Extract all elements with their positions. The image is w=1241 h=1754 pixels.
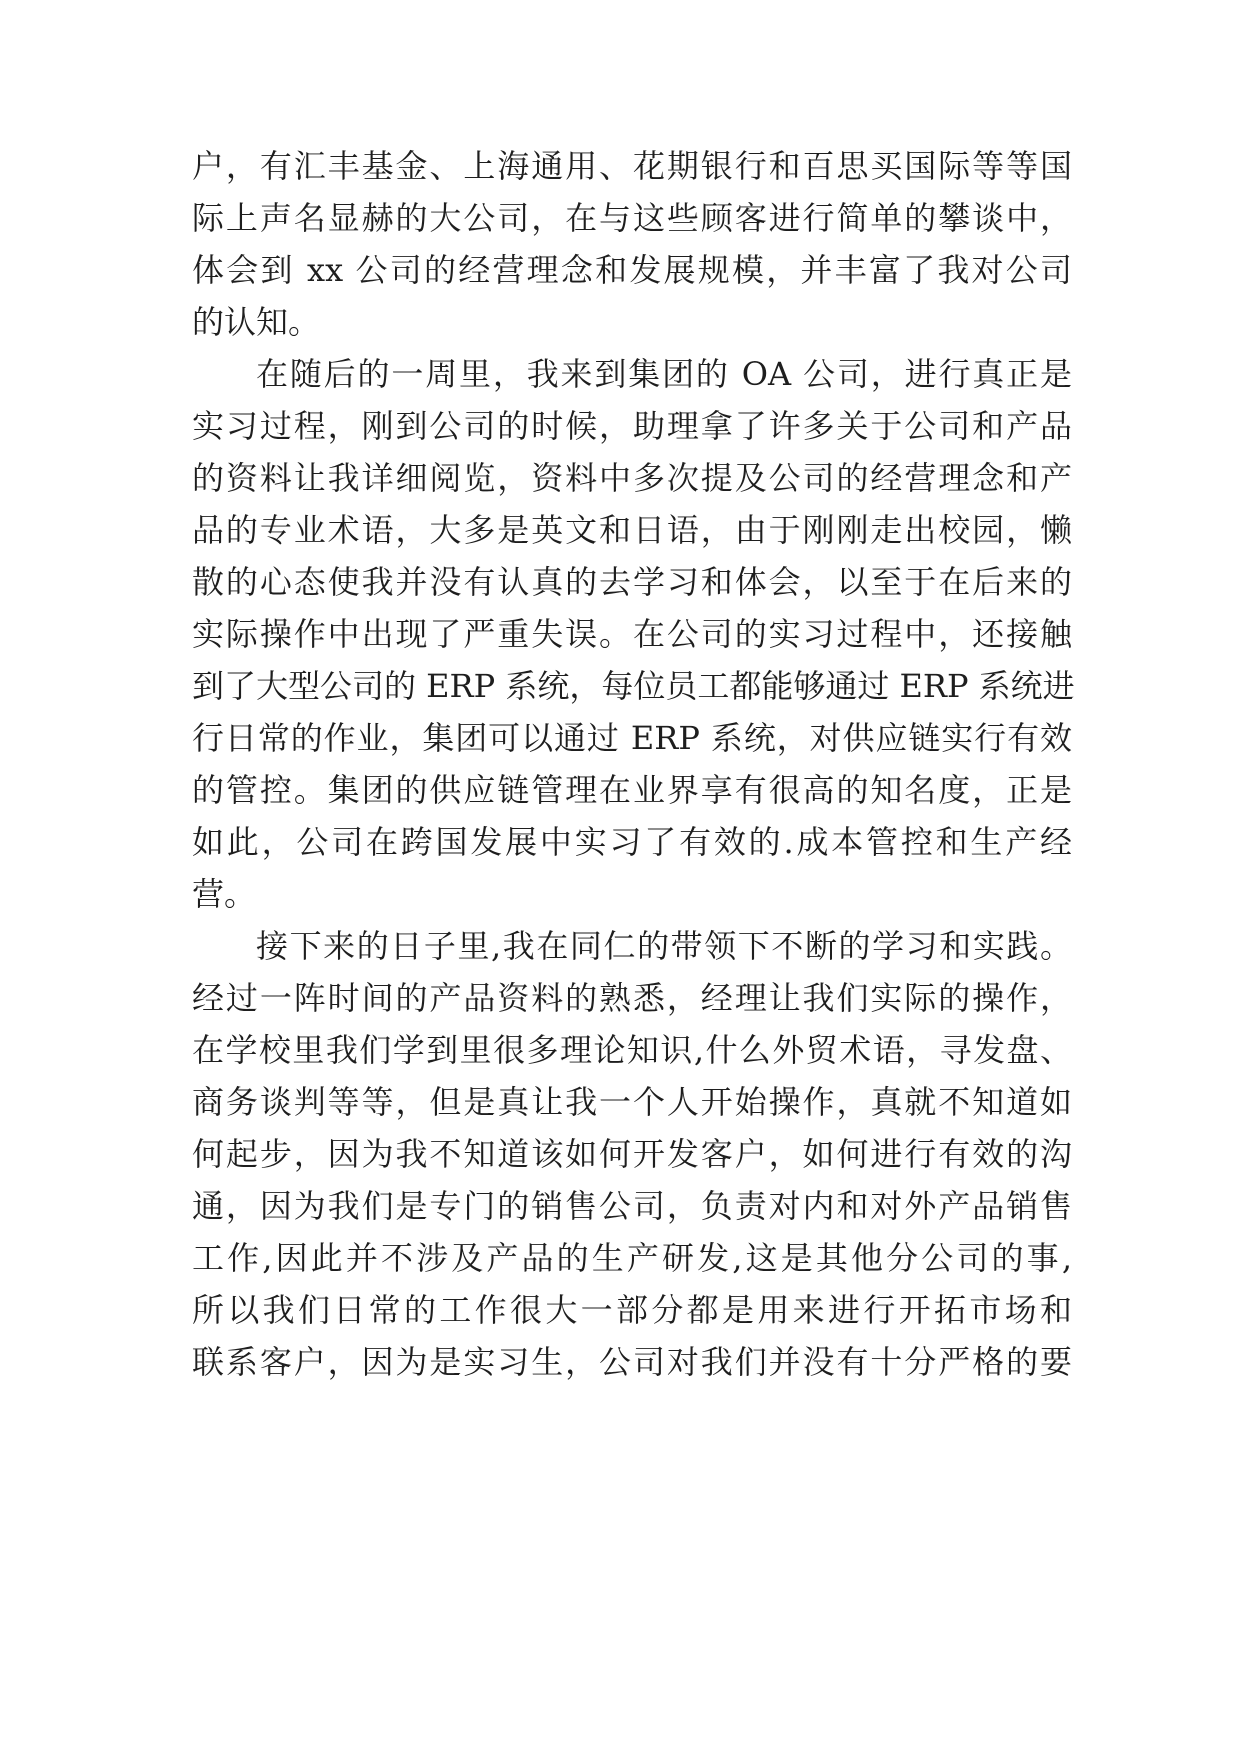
text-line: 到了大型公司的 ERP 系统，每位员工都能够通过 ERP 系统进 xyxy=(192,667,1075,705)
text-line: 如此，公司在跨国发展中实习了有效的.成本管控和生产经 xyxy=(192,823,1072,861)
text-line: 行日常的作业，集团可以通过 ERP 系统，对供应链实行有效 xyxy=(192,719,1072,757)
text-line: 商务谈判等等，但是真让我一个人开始操作，真就不知道如 xyxy=(192,1083,1072,1121)
text-line: 体会到 xx 公司的经营理念和发展规模，并丰富了我对公司 xyxy=(192,251,1072,289)
text-line: 实习过程，刚到公司的时候，助理拿了许多关于公司和产品 xyxy=(192,407,1072,445)
text-line: 所以我们日常的工作很大一部分都是用来进行开拓市场和 xyxy=(192,1291,1072,1329)
text-line: 实际操作中出现了严重失误。在公司的实习过程中，还接触 xyxy=(192,615,1072,653)
text-line: 户，有汇丰基金、上海通用、花期银行和百思买国际等等国 xyxy=(192,147,1072,185)
text-line: 品的专业术语，大多是英文和日语，由于刚刚走出校园，懒 xyxy=(192,511,1072,549)
text-line: 营。 xyxy=(192,875,257,913)
text-line: 的管控。集团的供应链管理在业界享有很高的知名度，正是 xyxy=(192,771,1072,809)
text-line: 接下来的日子里,我在同仁的带领下不断的学习和实践。 xyxy=(256,927,1072,965)
text-line: 在随后的一周里，我来到集团的 OA 公司，进行真正是 xyxy=(256,355,1072,393)
text-line: 联系客户，因为是实习生，公司对我们并没有十分严格的要 xyxy=(192,1343,1072,1381)
text-line: 的认知。 xyxy=(192,303,321,341)
text-line: 工作,因此并不涉及产品的生产研发,这是其他分公司的事, xyxy=(192,1239,1072,1277)
text-line: 际上声名显赫的大公司，在与这些顾客进行简单的攀谈中， xyxy=(192,199,1072,237)
text-line: 何起步，因为我不知道该如何开发客户，如何进行有效的沟 xyxy=(192,1135,1072,1173)
text-line: 在学校里我们学到里很多理论知识,什么外贸术语，寻发盘、 xyxy=(192,1031,1072,1069)
text-line: 散的心态使我并没有认真的去学习和体会，以至于在后来的 xyxy=(192,563,1072,601)
text-line: 经过一阵时间的产品资料的熟悉，经理让我们实际的操作， xyxy=(192,979,1072,1017)
text-line: 通，因为我们是专门的销售公司，负责对内和对外产品销售 xyxy=(192,1187,1072,1225)
text-line: 的资料让我详细阅览，资料中多次提及公司的经营理念和产 xyxy=(192,459,1072,497)
